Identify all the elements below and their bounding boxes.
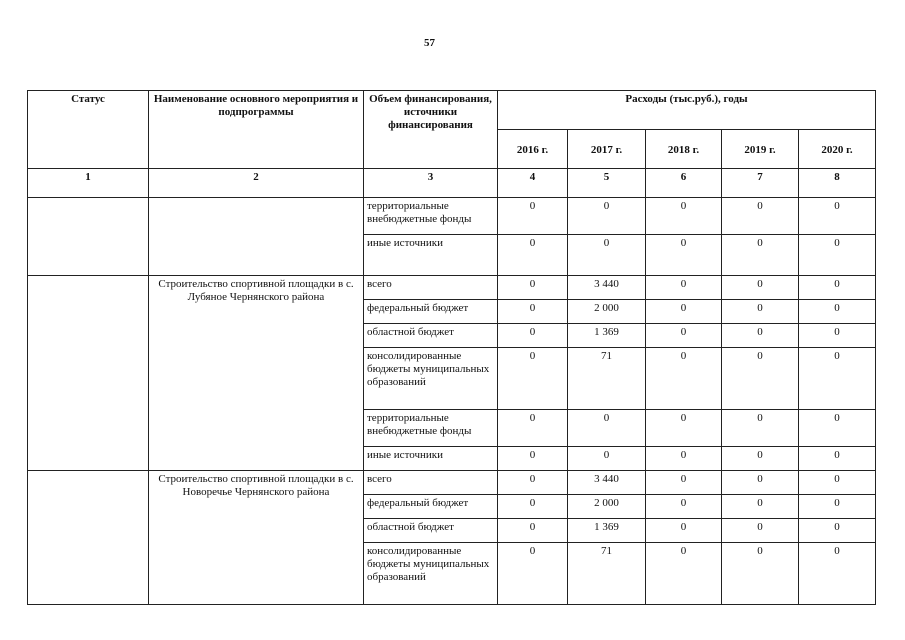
funding-source-cell: областной бюджет xyxy=(364,519,498,543)
value-cell: 0 xyxy=(646,300,722,324)
value-cell: 0 xyxy=(722,235,799,276)
value-cell: 0 xyxy=(646,519,722,543)
status-cell xyxy=(28,198,149,276)
value-cell: 0 xyxy=(498,543,568,605)
header-row-top xyxy=(28,91,876,130)
value-cell: 0 xyxy=(722,198,799,235)
header-volume: Объем финансирования, источники финансирования xyxy=(364,91,498,169)
value-cell: 3 440 xyxy=(568,471,646,495)
funding-source-cell: федеральный бюджет xyxy=(364,495,498,519)
value-cell: 1 369 xyxy=(568,324,646,348)
column-number: 3 xyxy=(364,169,498,198)
value-cell: 0 xyxy=(646,198,722,235)
value-cell: 0 xyxy=(498,519,568,543)
value-cell: 1 369 xyxy=(568,519,646,543)
value-cell: 0 xyxy=(568,235,646,276)
value-cell: 2 000 xyxy=(568,300,646,324)
value-cell: 0 xyxy=(646,447,722,471)
value-cell: 0 xyxy=(498,348,568,410)
header-expenses: Расходы (тыс.руб.), годы xyxy=(498,91,876,130)
value-cell: 0 xyxy=(799,495,876,519)
value-cell: 0 xyxy=(568,447,646,471)
column-number: 6 xyxy=(646,169,722,198)
program-name-cell: Строительство спортивной площадки в с. Новоречье Чернянского района xyxy=(149,471,364,605)
value-cell: 0 xyxy=(646,495,722,519)
funding-source-cell: областной бюджет xyxy=(364,324,498,348)
funding-source-cell: территориальные внебюджетные фонды xyxy=(364,410,498,447)
header-year: 2018 г. xyxy=(646,130,722,169)
value-cell: 0 xyxy=(799,348,876,410)
header-year: 2020 г. xyxy=(799,130,876,169)
value-cell: 0 xyxy=(498,198,568,235)
funding-source-cell: всего xyxy=(364,471,498,495)
value-cell: 0 xyxy=(722,276,799,300)
value-cell: 0 xyxy=(722,447,799,471)
table-row xyxy=(28,276,876,300)
value-cell: 0 xyxy=(799,198,876,235)
column-number: 5 xyxy=(568,169,646,198)
value-cell: 0 xyxy=(722,495,799,519)
value-cell: 2 000 xyxy=(568,495,646,519)
header-status: Статус xyxy=(28,91,149,169)
financing-table xyxy=(27,90,876,605)
value-cell: 0 xyxy=(646,324,722,348)
value-cell: 0 xyxy=(646,348,722,410)
funding-source-cell: консолидированные бюджеты муниципальных образований xyxy=(364,348,498,410)
value-cell: 0 xyxy=(799,447,876,471)
column-number: 4 xyxy=(498,169,568,198)
funding-source-cell: всего xyxy=(364,276,498,300)
value-cell: 0 xyxy=(646,276,722,300)
funding-source-cell: иные источники xyxy=(364,235,498,276)
value-cell: 0 xyxy=(498,235,568,276)
value-cell: 71 xyxy=(568,543,646,605)
column-number: 1 xyxy=(28,169,149,198)
value-cell: 0 xyxy=(799,519,876,543)
program-name-cell: Строительство спортивной площадки в с. Лубяное Чернянского района xyxy=(149,276,364,471)
status-cell xyxy=(28,276,149,471)
value-cell: 0 xyxy=(498,324,568,348)
value-cell: 71 xyxy=(568,348,646,410)
status-cell xyxy=(28,471,149,605)
header-year: 2016 г. xyxy=(498,130,568,169)
funding-source-cell: иные источники xyxy=(364,447,498,471)
value-cell: 0 xyxy=(646,471,722,495)
value-cell: 0 xyxy=(646,235,722,276)
value-cell: 0 xyxy=(799,543,876,605)
value-cell: 0 xyxy=(498,300,568,324)
column-number: 8 xyxy=(799,169,876,198)
value-cell: 0 xyxy=(722,519,799,543)
value-cell: 0 xyxy=(799,471,876,495)
value-cell: 0 xyxy=(722,324,799,348)
value-cell: 0 xyxy=(722,300,799,324)
column-number: 2 xyxy=(149,169,364,198)
funding-source-cell: федеральный бюджет xyxy=(364,300,498,324)
value-cell: 0 xyxy=(568,410,646,447)
value-cell: 3 440 xyxy=(568,276,646,300)
header-year: 2019 г. xyxy=(722,130,799,169)
program-name-cell xyxy=(149,198,364,276)
table-row xyxy=(28,198,876,235)
value-cell: 0 xyxy=(799,324,876,348)
value-cell: 0 xyxy=(722,348,799,410)
value-cell: 0 xyxy=(799,410,876,447)
table-row xyxy=(28,471,876,495)
header-year: 2017 г. xyxy=(568,130,646,169)
funding-source-cell: территориальные внебюджетные фонды xyxy=(364,198,498,235)
value-cell: 0 xyxy=(799,300,876,324)
value-cell: 0 xyxy=(498,410,568,447)
page-number: 57 xyxy=(424,37,435,49)
column-number: 7 xyxy=(722,169,799,198)
value-cell: 0 xyxy=(799,235,876,276)
value-cell: 0 xyxy=(646,410,722,447)
column-number-row xyxy=(28,169,876,198)
value-cell: 0 xyxy=(799,276,876,300)
value-cell: 0 xyxy=(722,410,799,447)
header-name: Наименование основного мероприятия и подпрограммы xyxy=(149,91,364,169)
value-cell: 0 xyxy=(498,471,568,495)
value-cell: 0 xyxy=(568,198,646,235)
value-cell: 0 xyxy=(646,543,722,605)
value-cell: 0 xyxy=(498,447,568,471)
value-cell: 0 xyxy=(722,471,799,495)
funding-source-cell: консолидированные бюджеты муниципальных образований xyxy=(364,543,498,605)
value-cell: 0 xyxy=(498,495,568,519)
value-cell: 0 xyxy=(722,543,799,605)
value-cell: 0 xyxy=(498,276,568,300)
